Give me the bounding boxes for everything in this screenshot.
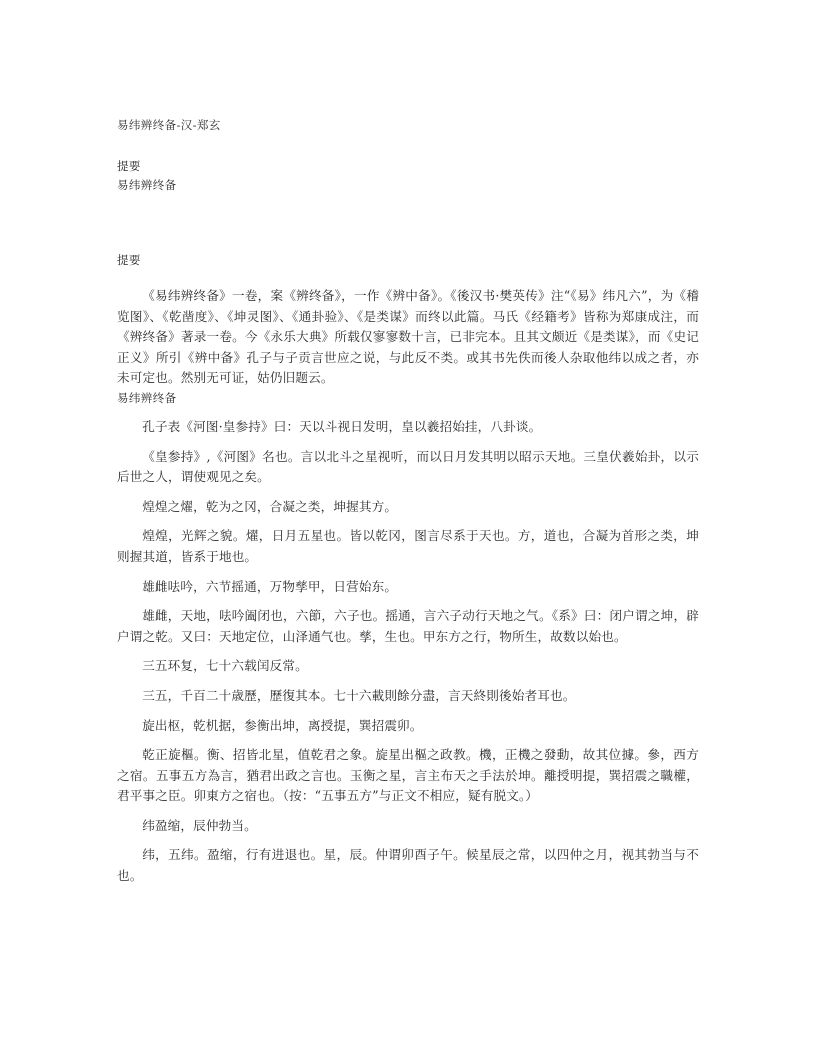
front-matter-spacer [117,195,699,251]
front-matter-work-name: 易纬辨终备 [117,178,177,192]
tiyao-trailing-title: 易纬辨终备 [117,390,177,405]
body-paragraph: 煌煌，光辉之貌。燿，日月五星也。皆以乾冈，图言尽系于天也。方，道也，合凝为首形之类，坤则握其道，皆系于地也。 [117,528,699,564]
document-title: 易纬辨终备-汉-郑玄 [117,118,221,132]
section-heading-tiyao: 提要 [117,253,141,267]
body-paragraph: 雄雌，天地，呿吟阖闭也，六節，六子也。摇通，言六子动行天地之气。《系》曰：闭户谓之坤，辟户谓之乾。又曰：天地定位，山泽通气也。孳，生也。甲东方之行，物所生，故数以始也。 [117,608,699,644]
title-spacer [117,134,699,157]
body-paragraph: 《皇参持》,《河图》名也。言以北斗之星视听，而以日月发其明以昭示天地。三皇伏羲始卦，以示后世之人，谓使观见之矣。 [117,448,699,485]
body-paragraph: 三五，千百二十歳歷，歷復其本。七十六載則餘分盡，言天終則後始者耳也。 [142,687,576,703]
body-paragraph: 旋出枢，乾机据，参衡出坤，离授提，巽招震卯。 [142,717,423,733]
body-paragraph: 乾正旋樞。衡、招皆北星，值乾君之象。旋星出樞之政教。機，正機之發動，故其位據。參，西方之宿。五事五方為言，猶君出政之言也。玉衡之星，言主布天之手法於坤。離授明提，巽招震之職權，君平事之臣。卯東方之宿也。（按：“五事五方”与正文不相应，疑有脱文。） [117,747,699,804]
tiyao-paragraph: 《易纬辨终备》一卷，案《辨终备》，一作《辨中备》。《後汉书·樊英传》注“《易》纬凡六”，为《稽览图》、《乾凿度》、《坤灵图》、《通卦验》、《是类谋》而终以此篇。马氏《经籍考》皆称为郑康成注，而《辨终备》著录一卷。今《永乐大典》所载仅寥寥数十言，已非完本。且其文颇近《是类谋》，而《史记正义》所引《辨中备》孔子与子贡言世应之说，与此反不类。或其书先佚而後人杂取他纬以成之者，亦未可定也。然别无可证，姑仍旧题云。 [117,288,699,386]
body-paragraph: 孔子表《河图·皇参持》曰：天以斗视日发明，皇以羲招始挂，八卦谈。 [142,418,542,434]
heading-spacer [117,270,699,286]
body-paragraph: 三五环复，七十六载闰反常。 [142,658,308,674]
body-paragraph: 雄雌呿吟，六节摇通，万物孳甲，日营始东。 [142,578,398,594]
body-paragraph: 纬盈缩，辰仲勃当。 [142,817,257,833]
body-paragraph: 煌煌之燿，乾为之冈，合凝之类，坤握其方。 [142,498,398,514]
body-paragraph: 纬，五纬。盈缩，行有进退也。星，辰。仲谓卯酉子午。候星辰之常，以四仲之月，视其勃当与不也。 [117,847,699,884]
front-matter-label: 提要 [117,159,141,173]
